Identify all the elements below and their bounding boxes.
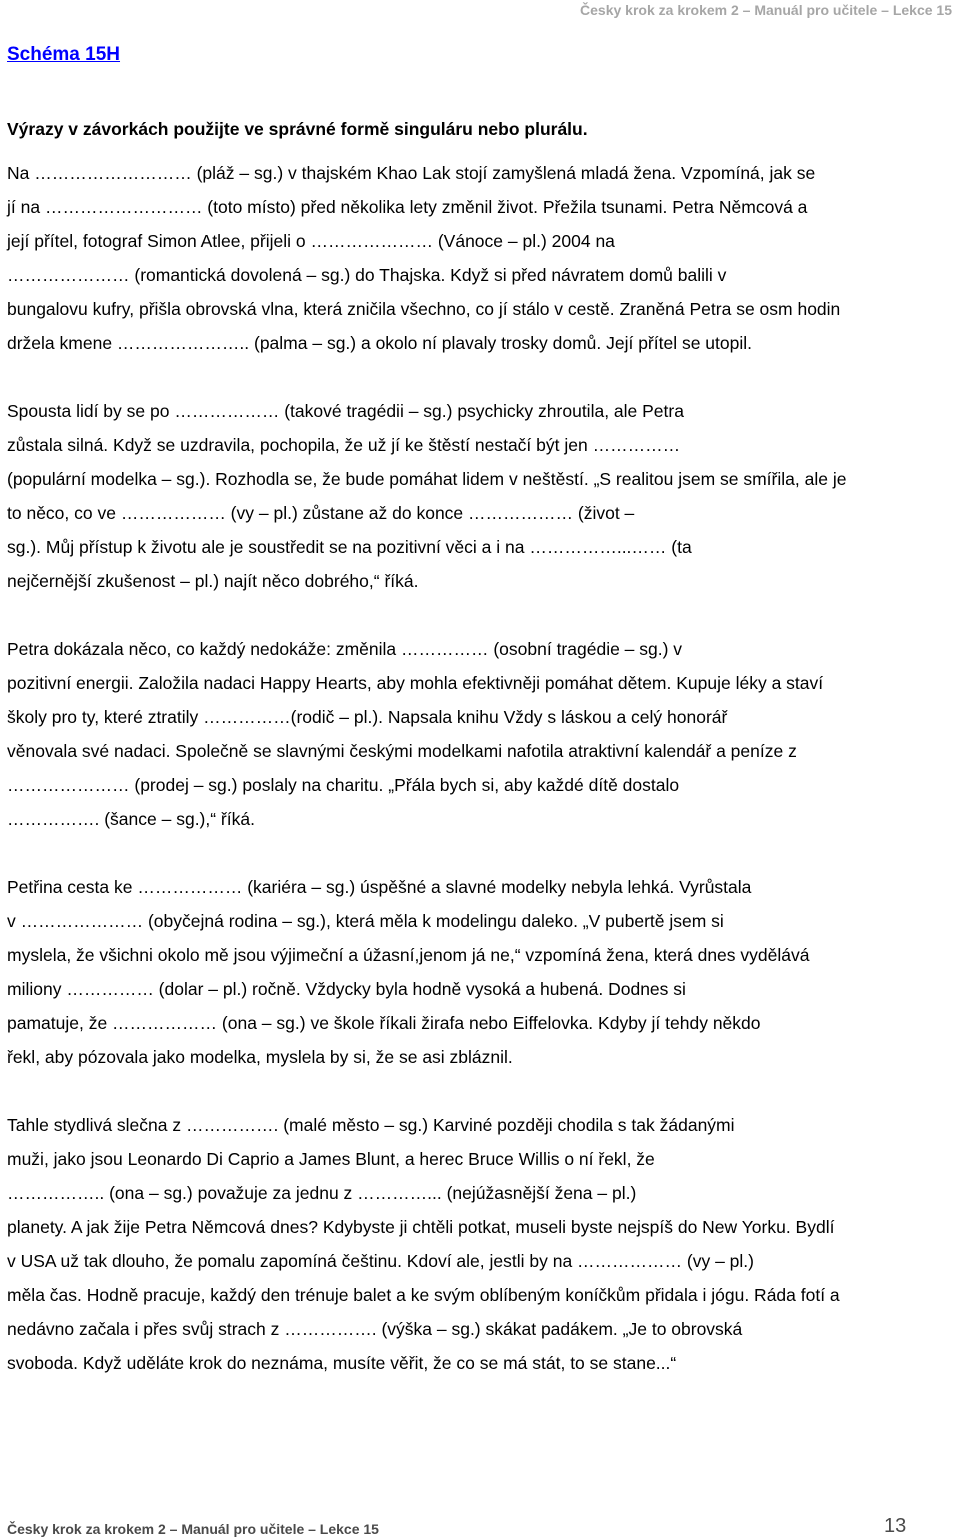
text-line: ……………. (šance – sg.),“ říká. [7, 809, 255, 829]
text-line: Spousta lidí by se po ……………… (takové tragédii – sg.) psychicky zhroutila, ale Petra [7, 401, 684, 421]
text-line: v ………………… (obyčejná rodina – sg.), která měla k modelingu daleko. „V pubertě jsem si [7, 911, 724, 931]
text-line: planety. A jak žije Petra Němcová dnes? Kdybyste ji chtěli potkat, museli byste nejspíš do New Yorku. Bydlí [7, 1217, 835, 1237]
text-line: Petra dokázala něco, co každý nedokáže: změnila …………… (osobní tragédie – sg.) v [7, 639, 683, 659]
text-line: ………………… (romantická dovolená – sg.) do Thajska. Když si před návratem domů balili v [7, 265, 727, 285]
text-line: její přítel, fotograf Simon Atlee, přijeli o ………………… (Vánoce – pl.) 2004 na [7, 231, 615, 251]
text-line: …………….. (ona – sg.) považuje za jednu z …………... (nejúžasnější žena – pl.) [7, 1183, 637, 1203]
text-line: pamatuje, že ……………… (ona – sg.) ve škole říkali žirafa nebo Eiffelovka. Kdyby jí tehdy někdo [7, 1013, 761, 1033]
text-line: miliony …………… (dolar – pl.) ročně. Vždycky byla hodně vysoká a hubená. Dodnes si [7, 979, 686, 999]
text-line: to něco, co ve ……………… (vy – pl.) zůstane až do konce ……………… (život – [7, 503, 635, 523]
footer-text: Česky krok za krokem 2 – Manuál pro učitele – Lekce 15 [7, 1521, 379, 1537]
text-line: Tahle stydlivá slečna z ……………. (malé město – sg.) Karviné později chodila s tak žádanými [7, 1115, 735, 1135]
text-line: zůstala silná. Když se uzdravila, pochopila, že už jí ke štěstí nestačí být jen …………… [7, 435, 681, 455]
text-line: nejčernější zkušenost – pl.) najít něco dobrého,“ říká. [7, 571, 419, 591]
text-line: myslela, že všichni okolo mě jsou výjimeční a úžasní,jenom já ne,“ vzpomíná žena, která dnes vydělává [7, 945, 810, 965]
text-line: pozitivní energii. Založila nadaci Happy Hearts, aby mohla efektivněji pomáhat dětem. Kupuje léky a staví [7, 673, 824, 693]
text-line: sg.). Můj přístup k životu ale je soustředit se na pozitivní věci a i na ……………...…… (ta [7, 537, 692, 557]
text-line: v USA už tak dlouho, že pomalu zapomíná češtinu. Kdoví ale, jestli by na ……………… (vy – pl.) [7, 1251, 754, 1271]
text-line: ………………… (prodej – sg.) poslaly na charitu. „Přála bych si, aby každé dítě dostalo [7, 775, 680, 795]
text-line: svoboda. Když uděláte krok do neznáma, musíte věřit, že co se má stát, to se stane...“ [7, 1353, 677, 1373]
text-line: Petřina cesta ke ……………… (kariéra – sg.) úspěšné a slavné modelky nebyla lehká. Vyrůstala [7, 877, 752, 897]
text-line: měla čas. Hodně pracuje, každý den trénuje balet a ke svým oblíbeným koníčkům přidala i jógu. Ráda fotí a [7, 1285, 840, 1305]
text-line: věnovala své nadaci. Společně se slavnými českými modelkami nafotila atraktivní kalendář a peníze z [7, 741, 797, 761]
text-line: nedávno začala i přes svůj strach z ……………. (výška – sg.) skákat padákem. „Je to obrovská [7, 1319, 743, 1339]
running-header: Česky krok za krokem 2 – Manuál pro učitele – Lekce 15 [580, 2, 952, 18]
text-line: držela kmene ………………….. (palma – sg.) a okolo ní plavaly trosky domů. Její přítel se utopil. [7, 333, 753, 353]
instruction: Výrazy v závorkách použijte ve správné formě singuláru nebo plurálu. [7, 119, 588, 139]
text-line: Na ……………………… (pláž – sg.) v thajském Khao Lak stojí zamyšlená mladá žena. Vzpomíná, jak se [7, 163, 816, 183]
text-line: muži, jako jsou Leonardo Di Caprio a James Blunt, a herec Bruce Willis o ní řekl, že [7, 1149, 655, 1169]
page-number: 13 [884, 1515, 907, 1537]
text-line: jí na ……………………… (toto místo) před několika lety změnil život. Přežila tsunami. Petra Němcová a [7, 197, 808, 217]
text-line: řekl, aby pózovala jako modelka, myslela by si, že se asi zbláznil. [7, 1047, 513, 1067]
text-line: školy pro ty, které ztratily ……………(rodič – pl.). Napsala knihu Vždy s láskou a celý honorář [7, 707, 728, 727]
schema-title: Schéma 15H [7, 44, 121, 65]
text-line: (populární modelka – sg.). Rozhodla se, že bude pomáhat lidem v neštěstí. „S realitou jsem se smířila, ale je [7, 469, 847, 489]
text-line: bungalovu kufry, přišla obrovská vlna, která zničila všechno, co jí stálo v cestě. Zraněná Petra se osm hodin [7, 299, 841, 319]
